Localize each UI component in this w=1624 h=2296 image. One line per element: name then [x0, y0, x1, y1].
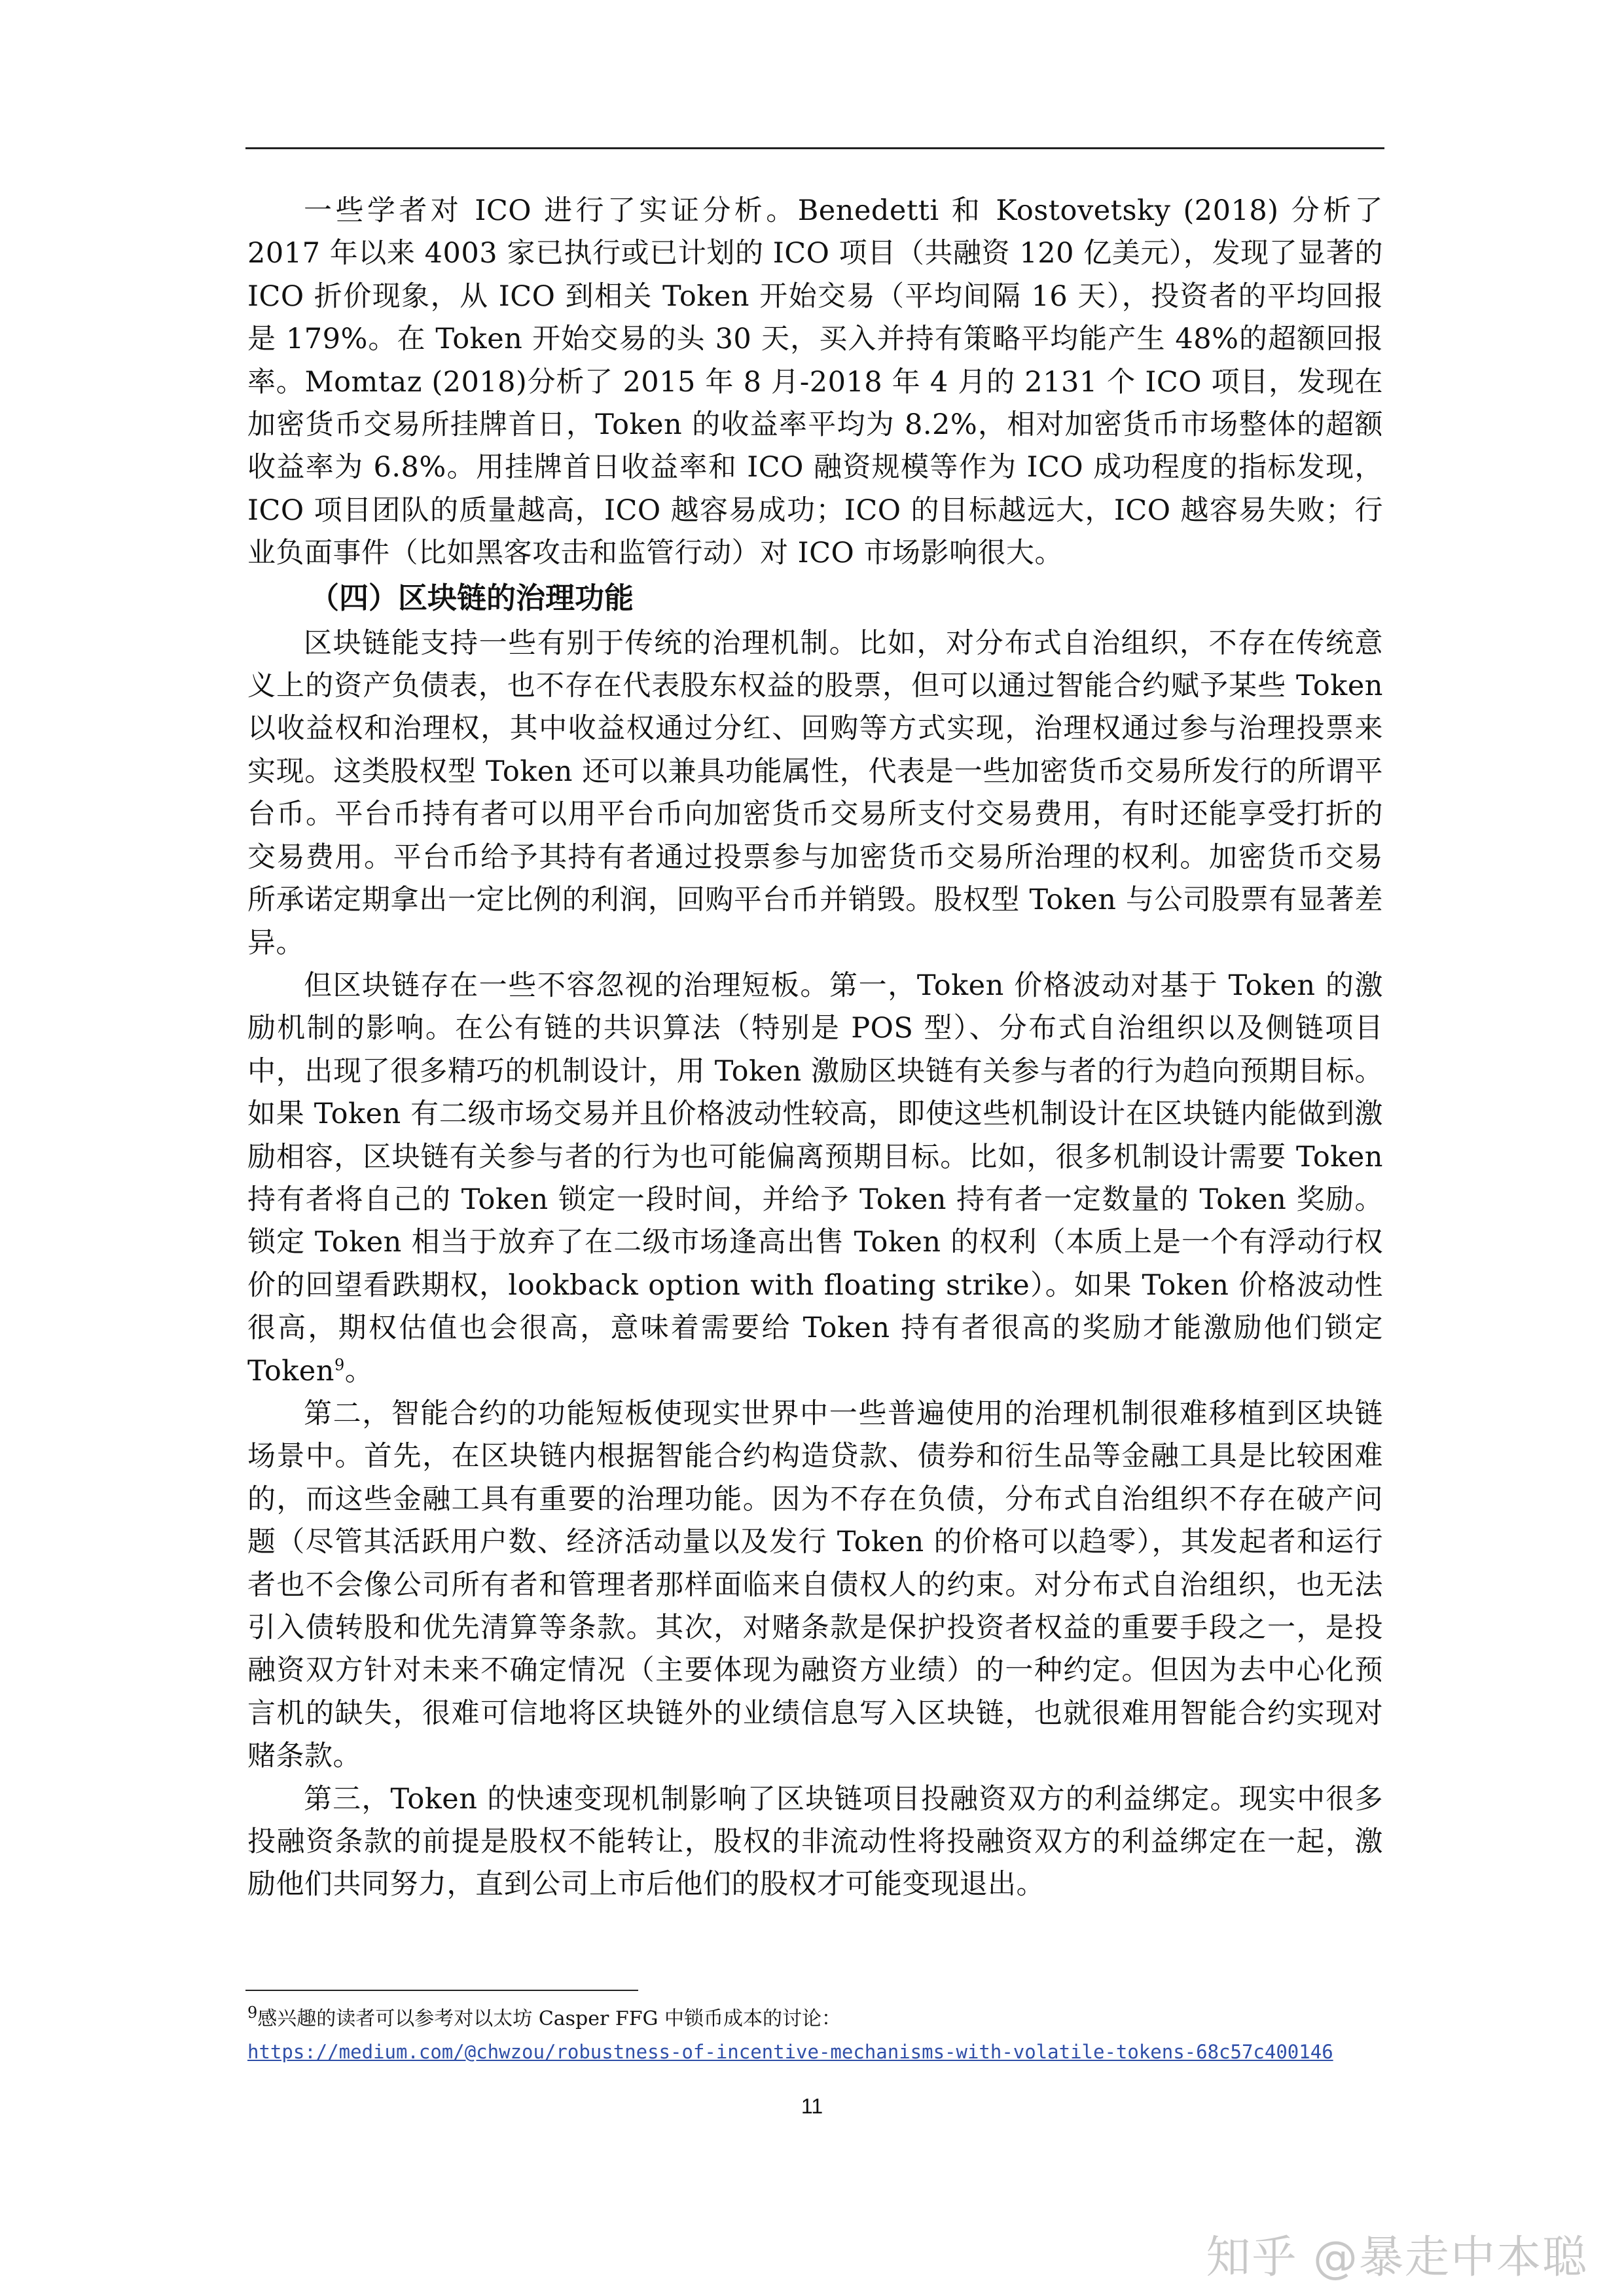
- paragraph-governance-shortcomings-text: 但区块链存在一些不容忽视的治理短板。第一，Token 价格波动对基于 Token 的激励机制的影响。在公有链的共识算法（特别是 POS 型）、分布式自治组织以及侧链项目中，出现了很多精巧的机制设计，用 Token 激励区块链有关参与者的行为趋向预期目标。如果 Token 有二级市场交易并且价格波动性较高，即使这些机制设计在区块链内能做到激励相容，区块链有关参与者的行为也可能偏离预期目标。比如，很多机制设计需要 Token 持有者将自己的 Token 锁定一段时间，并给予 Token 持有者一定数量的 Token 奖励。锁定 Token 相当于放弃了在二级市场逢高出售 Token 的权利（本质上是一个有浮动行权价的回望看跌期权，lookback option with floating strike）。如果 Token 价格波动性很高，期权估值也会很高，意味着需要给 Token 持有者很高的奖励才能激励他们锁定 Token: [247, 969, 1383, 1388]
- paragraph-governance-shortcomings: 但区块链存在一些不容忽视的治理短板。第一，Token 价格波动对基于 Token 的激励机制的影响。在公有链的共识算法（特别是 POS 型）、分布式自治组织以及侧链项目中，出现了很多精巧的机制设计，用 Token 激励区块链有关参与者的行为趋向预期目标。如果 Token 有二级市场交易并且价格波动性较高，即使这些机制设计在区块链内能做到激励相容，区块链有关参与者的行为也可能偏离预期目标。比如，很多机制设计需要 Token 持有者将自己的 Token 锁定一段时间，并给予 Token 持有者一定数量的 Token 奖励。锁定 Token 相当于放弃了在二级市场逢高出售 Token 的权利（本质上是一个有浮动行权价的回望看跌期权，lookback option with floating strike）。如果 Token 价格波动性很高，期权估值也会很高，意味着需要给 Token 持有者很高的奖励才能激励他们锁定 Token$^9$。: [247, 969, 1383, 1388]
- paragraph-token-liquidity: 第三，Token 的快速变现机制影响了区块链项目投融资双方的利益绑定。现实中很多投融资条款的前提是股权不能转让，股权的非流动性将投融资双方的利益绑定在一起，激励他们共同努力，直到公司上市后他们的股权才可能变现退出。: [247, 1782, 1383, 1901]
- footnote-reference[interactable]: 9: [334, 1355, 345, 1374]
- paragraph-ico-analysis: 一些学者对 ICO 进行了实证分析。Benedetti 和 Kostovetsky (2018) 分析了 2017 年以来 4003 家已执行或已计划的 ICO 项目（共融资 120 亿美元），发现了显著的 ICO 折价现象，从 ICO 到相关 Token 开始交易（平均间隔 16 天），投资者的平均回报是 179%。在 Token 开始交易的头 30 天，买入并持有策略平均能产生 48%的超额回报率。Momtaz (2018)分析了 2015 年 8 月-2018 年 4 月的 2131 个 ICO 项目，发现在加密货币交易所挂牌首日，Token 的收益率平均为 8.2%，相对加密货币市场整体的超额收益率为 6.8%。用挂牌首日收益率和 ICO 融资规模等作为 ICO 成功程度的指标发现，ICO 项目团队的质量越高，ICO 越容易成功；ICO 的目标越远大，ICO 越容易失败；行业负面事件（比如黑客攻击和监管行动）对 ICO 市场影响很大。: [247, 194, 1383, 570]
- paragraph-governance-mechanisms: 区块链能支持一些有别于传统的治理机制。比如，对分布式自治组织，不存在传统意义上的资产负债表，也不存在代表股东权益的股票，但可以通过智能合约赋予某些 Token 以收益权和治理权，其中收益权通过分红、回购等方式实现，治理权通过参与治理投票来实现。这类股权型 Token 还可以兼具功能属性，代表是一些加密货币交易所发行的所谓平台币。平台币持有者可以用平台币向加密货币交易所支付交易费用，有时还能享受打折的交易费用。平台币给予其持有者通过投票参与加密货币交易所治理的权利。加密货币交易所承诺定期拿出一定比例的利润，回购平台币并销毁。股权型 Token 与公司股票有显著差异。: [247, 626, 1383, 960]
- section-heading: （四）区块链的治理功能: [310, 580, 634, 615]
- paragraph-smart-contract-shortcomings: 第二，智能合约的功能短板使现实世界中一些普遍使用的治理机制很难移植到区块链场景中。首先，在区块链内根据智能合约构造贷款、债券和衍生品等金融工具是比较困难的，而这些金融工具有重要的治理功能。因为不存在负债，分布式自治组织不存在破产问题（尽管其活跃用户数、经济活动量以及发行 Token 的价格可以趋零），其发起者和运行者也不会像公司所有者和管理者那样面临来自债权人的约束。对分布式自治组织，也无法引入债转股和优先清算等条款。其次，对赌条款是保护投资者权益的重要手段之一，是投融资双方针对未来不确定情况（主要体现为融资方业绩）的一种约定。但因为去中心化预言机的缺失，很难可信地将区块链外的业绩信息写入区块链，也就很难用智能合约实现对赌条款。: [247, 1397, 1383, 1773]
- footnote-rule: [245, 1990, 638, 1991]
- main-content: [247, 190, 1383, 1907]
- watermark: 知乎 @暴走中本聪: [1206, 2232, 1588, 2284]
- footnote-text-line: [247, 2003, 1383, 2036]
- footnote: [247, 2003, 1383, 2068]
- page-number: 11: [801, 2094, 823, 2118]
- footnote-link[interactable]: https://medium.com/@chwzou/robustness-of-incentive-mechanisms-with-volatile-tokens-68c57c400146: [247, 2041, 1333, 2063]
- footnote-mark: 9: [247, 2003, 258, 2022]
- header-rule: [245, 147, 1384, 149]
- footnote-text: 感兴趣的读者可以参考对以太坊 Casper FFG 中锁币成本的讨论：: [257, 2007, 842, 2030]
